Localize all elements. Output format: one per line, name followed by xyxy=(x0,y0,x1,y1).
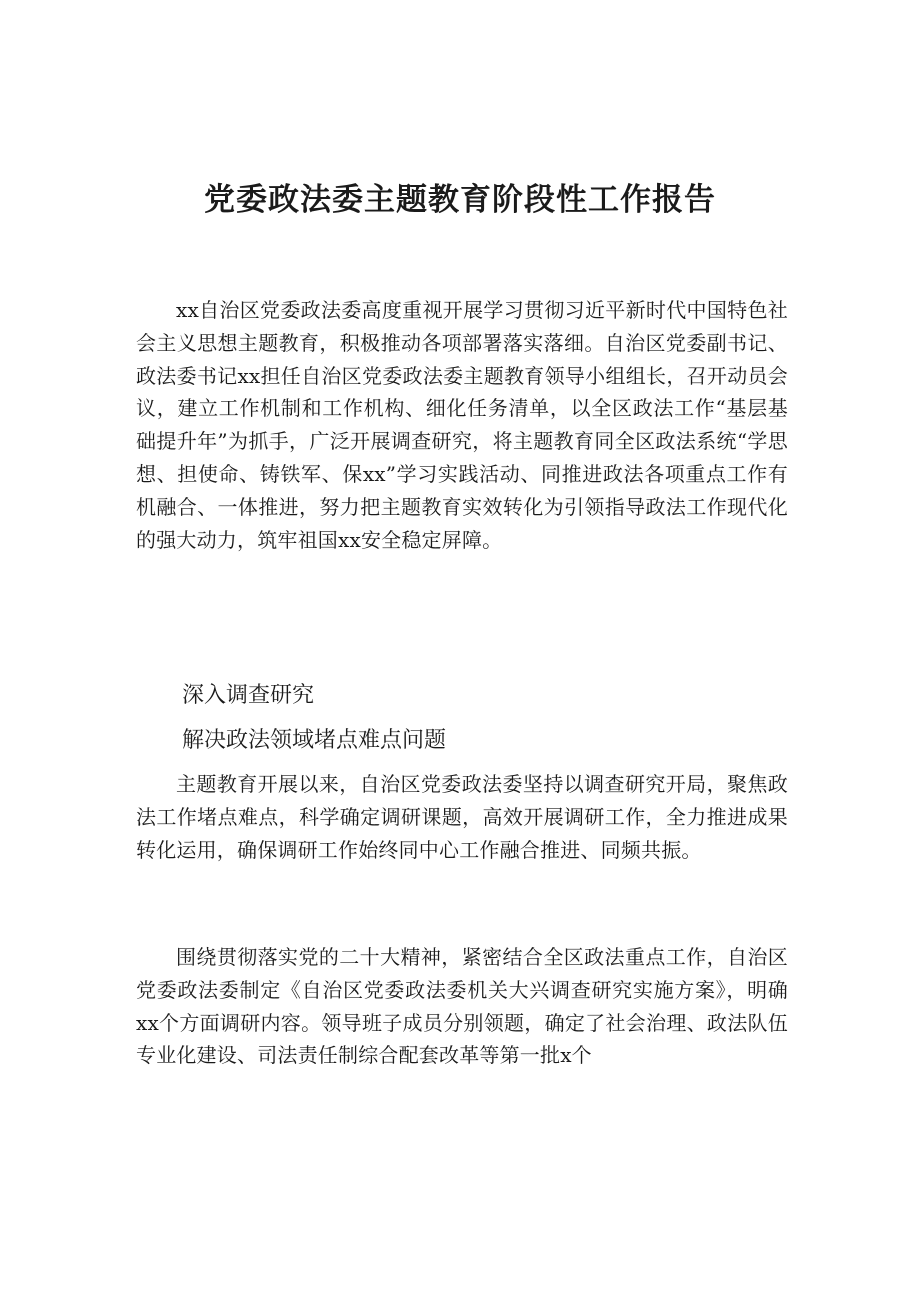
paragraph-intro: xx自治区党委政法委高度重视开展学习贯彻习近平新时代中国特色社会主义思想主题教育，积极推动各项部署落实落细。自治区党委副书记、政法委书记xx担任自治区党委政法委主题教育领导小组组长，召开动员会议，建立工作机制和工作机构、细化任务清单，以全区政法工作“基层基础提升年”为抓手，广泛开展调查研究，将主题教育同全区政法系统“学思想、担使命、铸铁军、保xx”学习实践活动、同推进政法各项重点工作有机融合、一体推进，努力把主题教育实效转化为引领指导政法工作现代化的强大动力，筑牢祖国xx安全稳定屏障。 xyxy=(136,298,788,552)
section-heading-1: 深入调查研究 xyxy=(182,683,315,708)
paragraph-implementation: 围绕贯彻落实党的二十大精神，紧密结合全区政法重点工作，自治区党委政法委制定《自治区党委政法委机关大兴调查研究实施方案》，明确xx个方面调研内容。领导班子成员分别领题，确定了社会治理、政法队伍专业化建设、司法责任制综合配套改革等第一批x个 xyxy=(136,945,788,1068)
section-subheading-1: 解决政法领域堵点难点问题 xyxy=(182,728,447,753)
document-title: 党委政法委主题教育阶段性工作报告 xyxy=(204,182,716,218)
paragraph-research: 主题教育开展以来，自治区党委政法委坚持以调查研究开局，聚焦政法工作堵点难点，科学确定调研课题，高效开展调研工作，全力推进成果转化运用，确保调研工作始终同中心工作融合推进、同频共振。 xyxy=(136,772,788,862)
